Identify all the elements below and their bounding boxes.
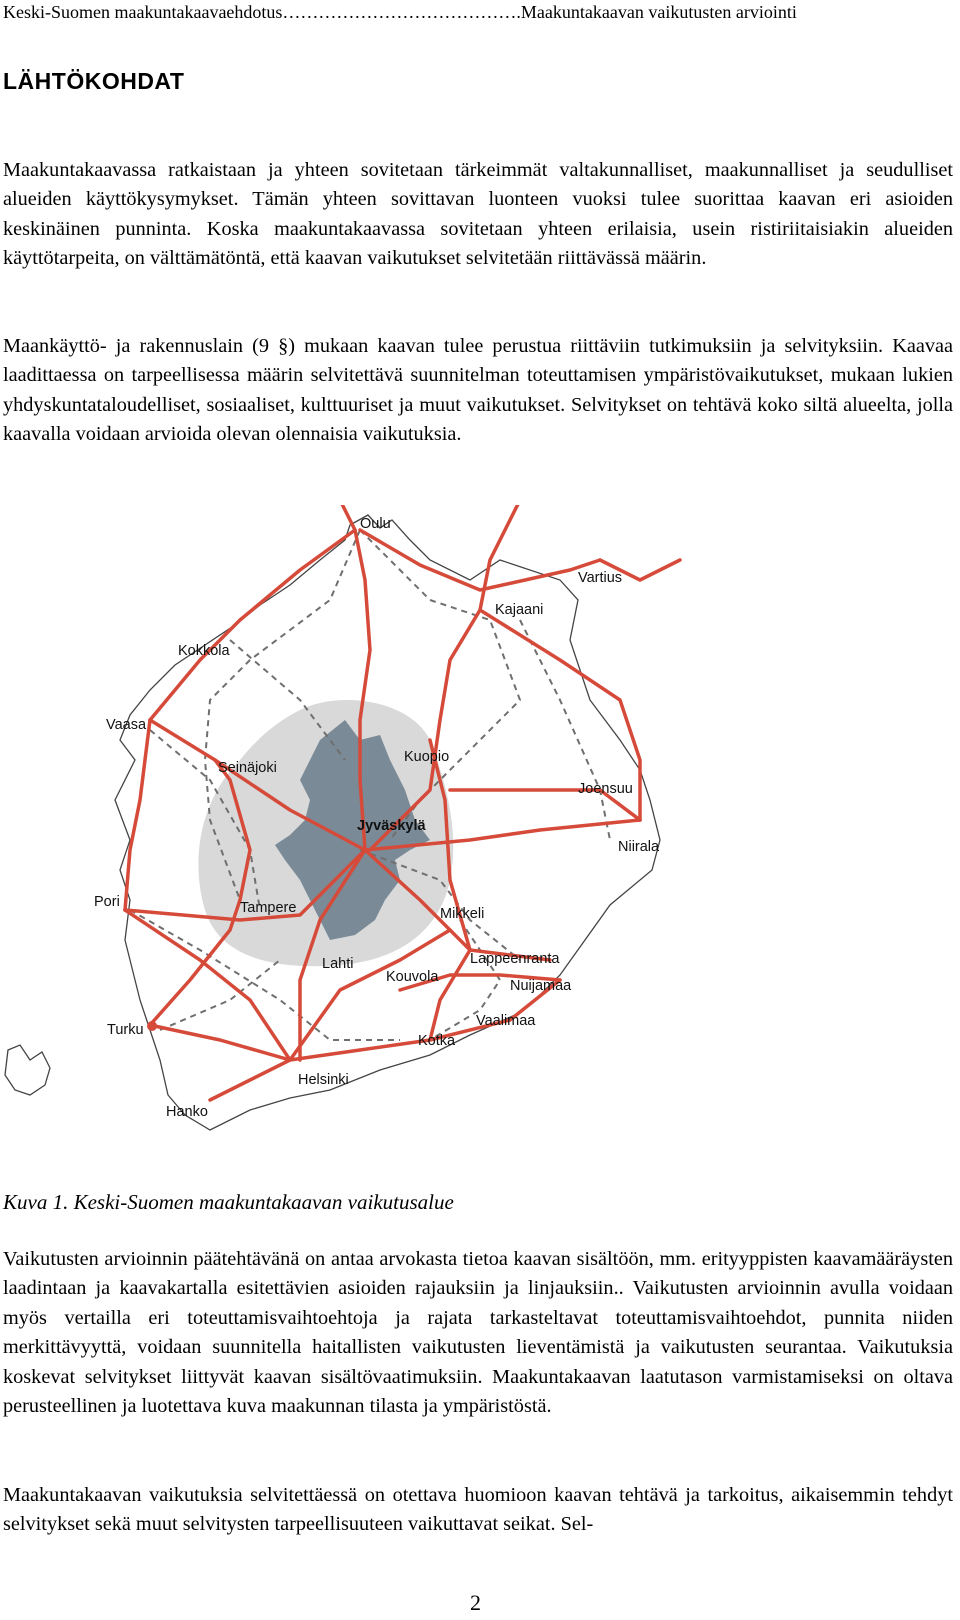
- paragraph-assessment: Vaikutusten arvioinnin päätehtävänä on antaa arvokasta tietoa kaavan sisältöön, mm. erityyppisten kaavamääräysten laadintaan ja kaavakartalla esitettävien asioiden rajauksiin ja linjauksiin.. Vaikutusten arvioinnin avulla voidaan myös vertailla eri toteuttamisvaihtoehtoja ja rajata tarkasteltavat toteuttamisvaihtoehdot, punnita niiden merkittävyyttä, voidaan suunnitella haitallisten vaikutusten lieventämistä ja vaikutusten seurantaa. Vaikutuksia koskevat selvitykset liittyvät kaavan sisältövaatimuksiin. Maakuntakaavan laatutason varmistamiseksi on oltava perusteellinen ja luotettava kuva maakunnan tilasta ja ympäristöstä.: [3, 1248, 953, 1418]
- paragraph-law: Maankäyttö- ja rakennuslain (9 §) mukaan kaavan tulee perustua riittäviin tutkimuksiin ja selvityksiin. Kaavaa laadittaessa on tarpeellisessa määrin selvitettävä suunnitelman toteuttamisen ympäristövaikutukset, mukaan lukien yhdyskuntataloudelliset, sosiaaliset, kulttuuriset ja muut vaikutukset. Selvitykset on tehtävä koko siltä alueelta, jolla kaavalla voidaan arvioida olevan olennaisia vaikutuksia.: [3, 335, 953, 446]
- city-label-tampere: Tampere: [240, 900, 297, 916]
- city-label-mikkeli: Mikkeli: [440, 906, 485, 922]
- city-label-lahti: Lahti: [322, 956, 354, 972]
- city-label-kuopio: Kuopio: [404, 749, 450, 765]
- paragraph-considerations: Maakuntakaavan vaikutuksia selvitettäessä on otettava huomioon kaavan tehtävä ja tarkoitus, aikaisemmin tehdyt selvitykset sekä muut selvitysten tarpeellisuuteen vaikuttavat seikat. Sel-: [3, 1484, 953, 1536]
- city-label-vaalimaa: Vaalimaa: [476, 1013, 536, 1029]
- city-label-kajaani: Kajaani: [495, 602, 544, 618]
- city-label-pori: Pori: [94, 894, 120, 910]
- city-label-lappeenranta: Lappeenranta: [470, 951, 560, 967]
- city-label-jyvaskyla: Jyväskylä: [357, 818, 426, 834]
- city-label-seinajoki: Seinäjoki: [218, 760, 277, 776]
- turku-marker: [147, 1021, 157, 1031]
- impact-area-map: [0, 505, 960, 1160]
- aland-island: [5, 1045, 50, 1095]
- city-label-vartius: Vartius: [578, 570, 623, 586]
- running-header: Keski-Suomen maakuntakaavaehdotus………………………………….Maakuntakaavan vaikutusten arviointi: [3, 2, 797, 22]
- city-label-hanko: Hanko: [166, 1104, 208, 1120]
- city-label-kotka: Kotka: [418, 1033, 456, 1049]
- city-label-helsinki: Helsinki: [298, 1072, 349, 1088]
- city-label-niirala: Niirala: [618, 839, 660, 855]
- city-label-oulu: Oulu: [360, 516, 391, 532]
- city-label-joensuu: Joensuu: [578, 781, 633, 797]
- city-label-nuijamaa: Nuijamaa: [510, 978, 572, 994]
- city-label-kokkola: Kokkola: [178, 643, 230, 659]
- paragraph-intro: Maakuntakaavassa ratkaistaan ja yhteen sovitetaan tärkeimmät valtakunnalliset, maakunnalliset ja seudulliset alueiden käyttökysymykset. Tämän yhteen sovittavan luonteen vuoksi tulee suorittaa kaavan eri asioiden keskinäinen punninta. Koska maakuntakaavassa sovitetaan yhteen erilaisia, usein ristiriitaisiakin alueiden käyttötarpeita, on välttämätöntä, että kaavan vaikutukset selvitetään riittävässä määrin.: [3, 159, 953, 270]
- figure-caption: Kuva 1. Keski-Suomen maakuntakaavan vaikutusalue: [3, 1190, 454, 1214]
- page-number: 2: [470, 1590, 481, 1615]
- city-label-vaasa: Vaasa: [106, 717, 147, 733]
- section-title: LÄHTÖKOHDAT: [3, 68, 185, 94]
- city-label-kouvola: Kouvola: [386, 969, 439, 985]
- city-label-turku: Turku: [107, 1022, 144, 1038]
